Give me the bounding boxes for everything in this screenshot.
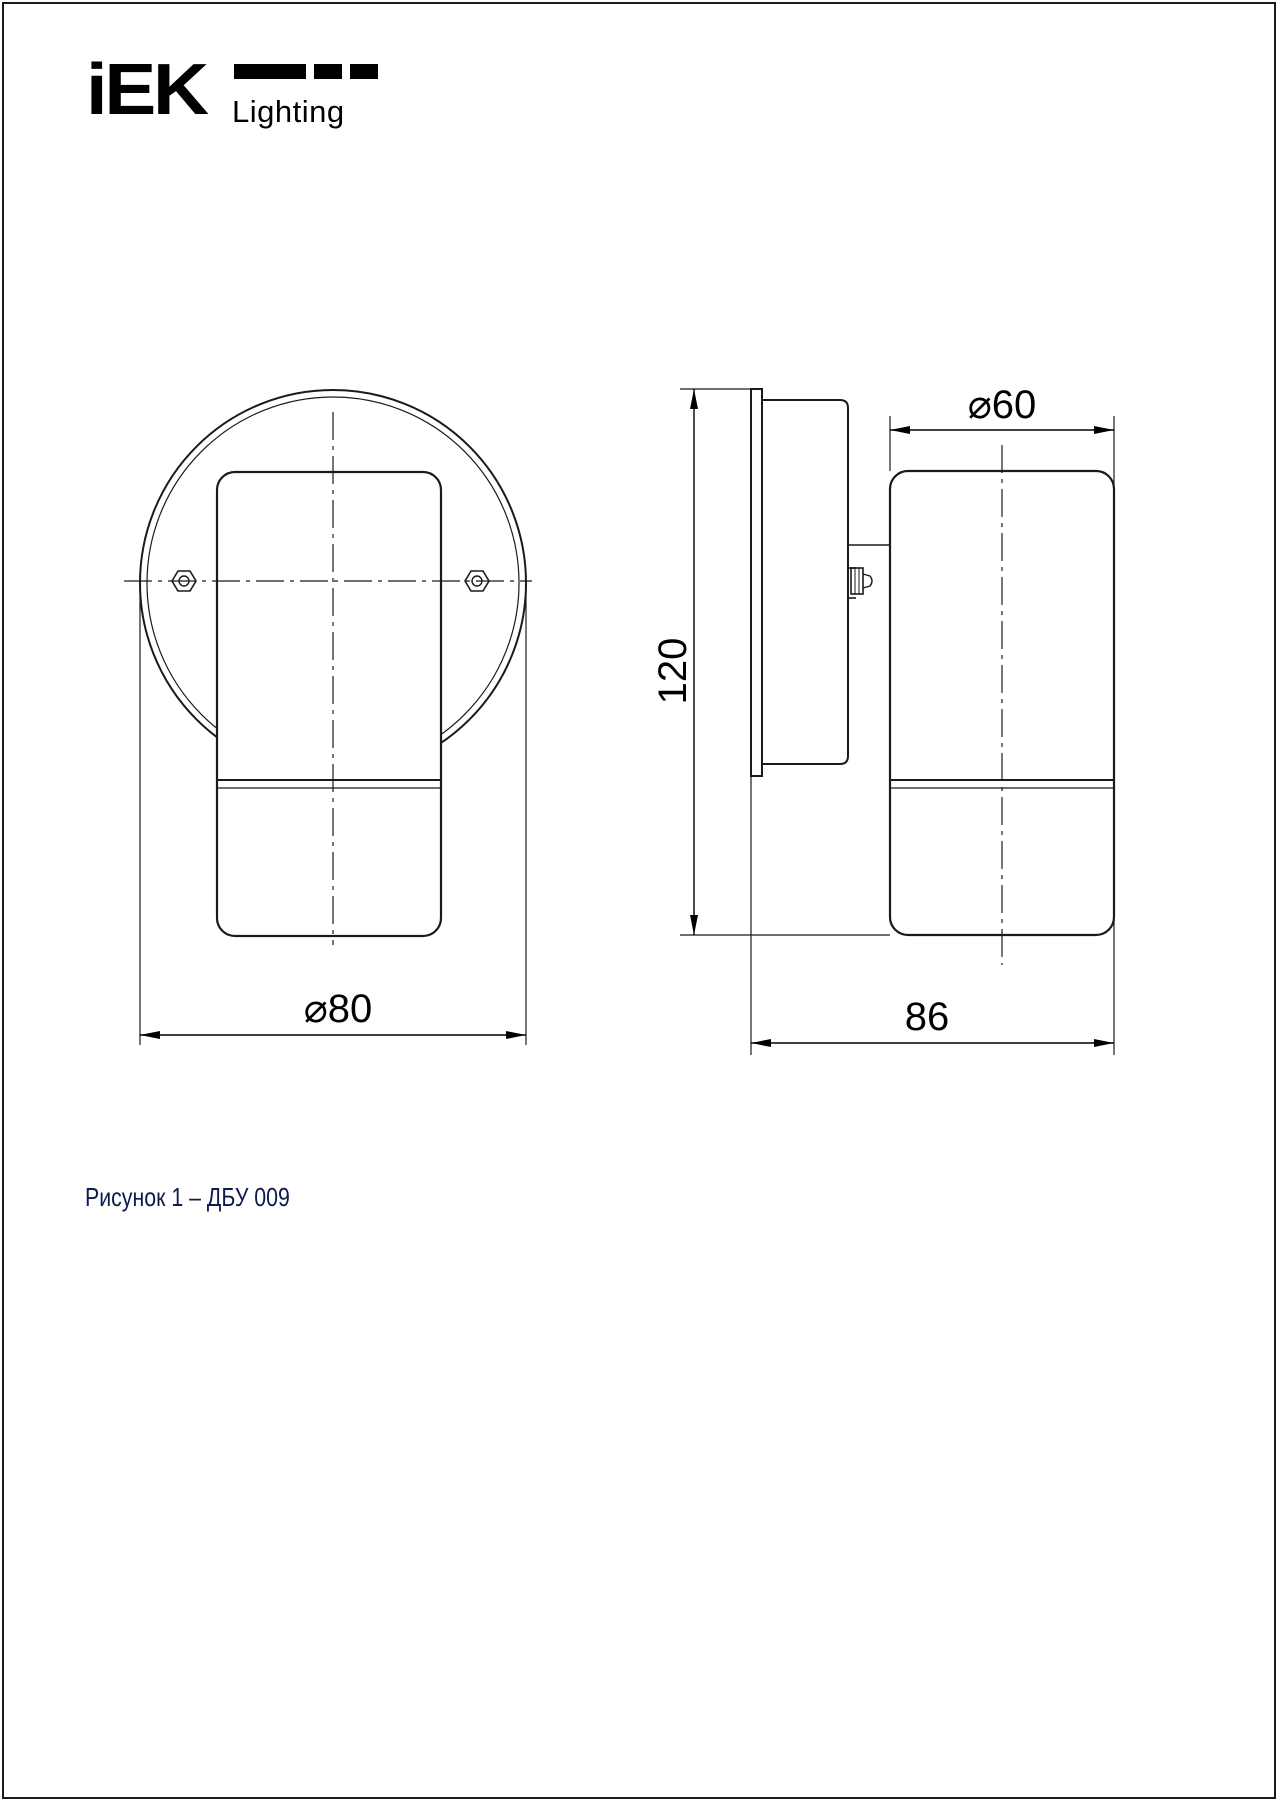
logo-wordmark: iEK: [86, 50, 206, 130]
joint-nut: [851, 568, 863, 594]
dim-height: 120: [651, 637, 695, 705]
joint-pin: [863, 574, 872, 588]
dim-depth: 86: [904, 995, 950, 1039]
figure-caption: Рисунок 1 – ДБУ 009: [85, 1182, 290, 1212]
front-view: [124, 390, 532, 1045]
logo-subtitle: Lighting: [232, 94, 345, 129]
lamp-body: [217, 472, 441, 936]
wall-plate: [751, 389, 762, 776]
dim-head-diameter: ⌀60: [967, 383, 1037, 427]
side-view: [680, 389, 1114, 1055]
dim-front-diameter: ⌀80: [303, 987, 373, 1031]
base-housing: [762, 400, 848, 764]
